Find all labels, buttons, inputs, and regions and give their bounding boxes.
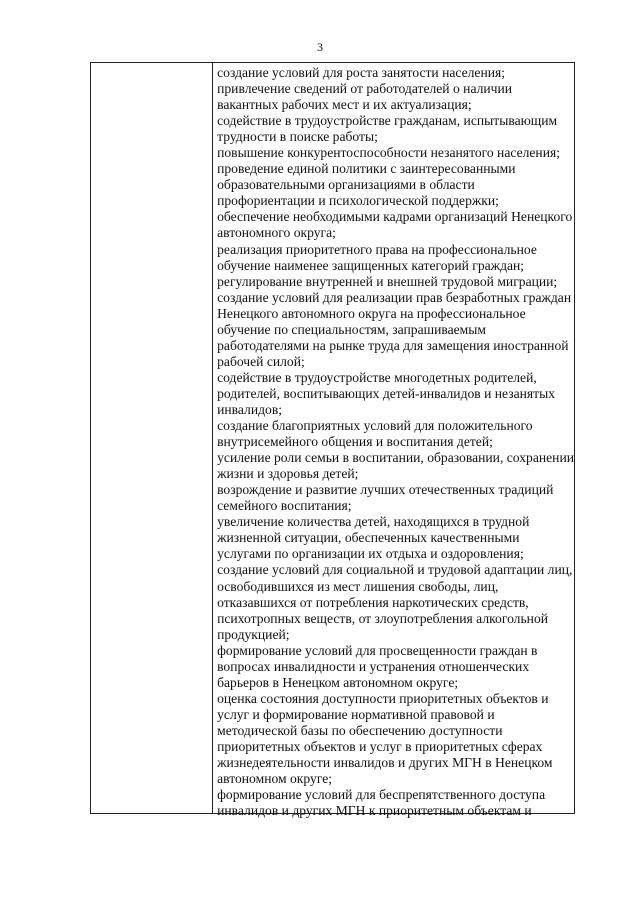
text-line: автономного округа; [217,225,336,241]
text-line: жизнедеятельности инвалидов и других МГН в Ненецком [217,755,553,771]
text-line: усиление роли семьи в воспитании, образовании, сохранении [217,450,574,466]
text-line: методической базы по обеспечению доступности [217,722,503,738]
text-line: услугами по организации их отдыха и оздоровления; [217,546,524,562]
text-line: инвалидов; [217,401,283,417]
text-line: родителей, воспитывающих детей-инвалидов и незанятых [217,385,556,401]
text-line: услуг и формирование нормативной правовой и [217,706,495,722]
text-line: реализация приоритетного права на профессиональное [217,241,537,257]
text-line: увеличение количества детей, находящихся в трудной [217,514,530,530]
text-line: жизненной ситуации, обеспеченных качественными [217,530,520,546]
table-right-column [213,63,574,819]
text-line: оценка состояния доступности приоритетных объектов и [217,690,549,706]
text-line: обеспечение необходимыми кадрами организаций Ненецкого [217,209,573,225]
text-line: содействие в трудоустройстве многодетных родителей, [217,369,537,385]
text-line: Ненецкого автономного округа на профессиональное [217,305,526,321]
text-line: создание условий для роста занятости населения; [217,65,506,80]
text-line: повышение конкурентоспособности незанятого населения; [217,145,560,161]
text-line: обучение наименее защищенных категорий граждан; [217,257,525,273]
page-number: 3 [317,40,323,54]
text-line: регулирование внутренней и внешней трудовой миграции; [217,273,558,289]
text-line: создание благоприятных условий для положительного [217,418,533,434]
text-line: рабочей силой; [217,353,305,369]
text-line: приоритетных объектов и услуг в приоритетных сферах [217,738,543,754]
table-left-column [91,63,213,813]
text-line: возрождение и развитие лучших отечественных традиций [217,482,554,498]
text-line: вакантных рабочих мест и их актуализация; [217,97,472,113]
text-line: формирование условий для просвещенности граждан в [217,642,538,658]
text-line: формирование условий для беспрепятственного доступа [217,787,546,803]
text-line: профориентации и психологической поддержки; [217,193,499,209]
text-line: создание условий для социальной и трудовой адаптации лиц, [217,562,573,578]
text-line: барьеров в Ненецком автономном округе; [217,674,459,690]
text-line: семейного воспитания; [217,498,352,514]
text-line: образовательными организациями в области [217,177,475,193]
text-line: привлечение сведений от работодателей о наличии [217,81,513,97]
text-line: трудности в поиске работы; [217,129,378,145]
text-line: создание условий для реализации прав безработных граждан [217,289,572,305]
text-line: автономном округе; [217,771,333,787]
text-line: вопросах инвалидности и устранения отношенческих [217,658,530,674]
text-line: отказавшихся от потребления наркотических средств, [217,594,529,610]
text-line: освободившихся из мест лишения свободы, лиц, [217,578,499,594]
text-line: жизни и здоровья детей; [217,466,359,482]
content-table [90,62,575,819]
text-line: психотропных веществ, от злоупотребления алкогольной [217,610,549,626]
text-line: содействие в трудоустройстве гражданам, испытывающим [217,113,558,129]
text-line: инвалидов и других МГН к приоритетным объектам и [217,803,532,819]
text-line: обучение по специальностям, запрашиваемым [217,321,487,337]
text-line: продукцией; [217,626,290,642]
text-line: внутрисемейного общения и воспитания детей; [217,434,493,450]
text-line: работодателями на рынке труда для замещения иностранной [217,337,569,353]
text-line: проведение единой политики с заинтересованными [217,161,516,177]
